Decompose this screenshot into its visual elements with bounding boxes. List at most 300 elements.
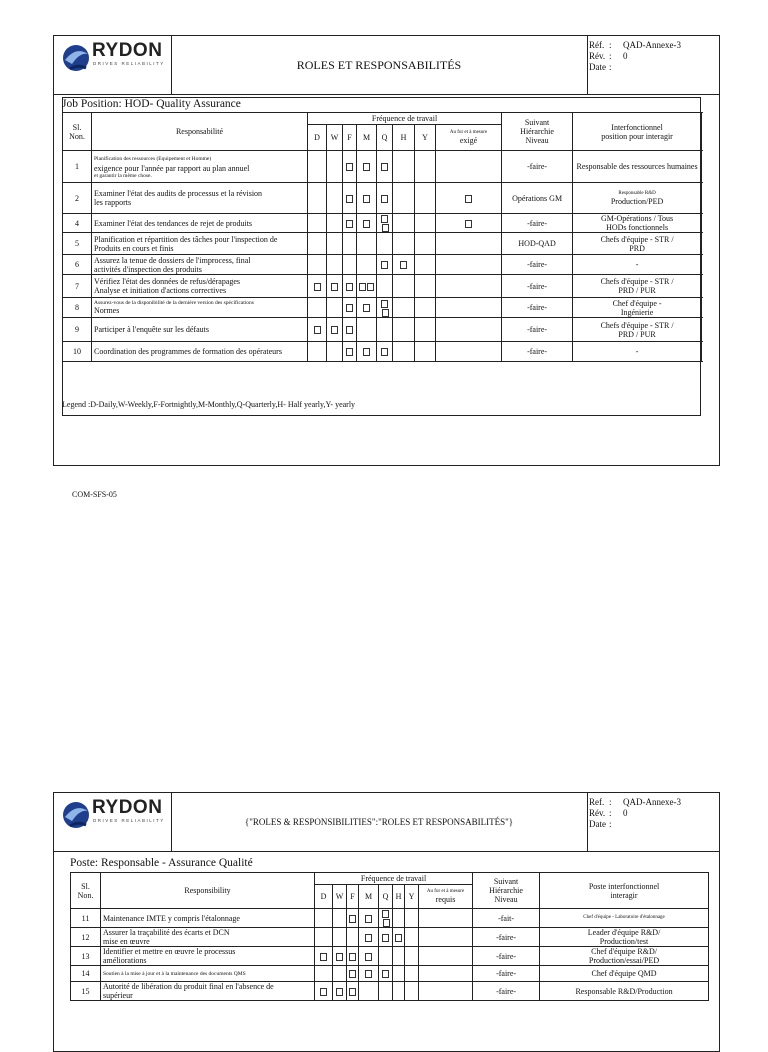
next-level: Opérations GM (502, 183, 573, 214)
checkbox-icon (314, 326, 321, 334)
interfunctional-line: Chef d'équipe QMD (591, 969, 657, 979)
interfunctional-position (540, 909, 709, 928)
frequency-cell (315, 909, 333, 928)
interfunctional-position (540, 966, 709, 982)
col-y: Y (405, 885, 419, 909)
frequency-cell (393, 966, 405, 982)
ref-label: Ref. (589, 797, 605, 807)
checkbox-icon (336, 988, 343, 996)
table-row (71, 947, 709, 966)
checkbox-icon (381, 348, 388, 356)
table-row (71, 982, 709, 1001)
interfunctional-line: Responsable R&D/Production (575, 986, 673, 996)
table-row (63, 342, 702, 362)
checkbox-icon (382, 970, 389, 978)
frequency-cell (405, 982, 419, 1001)
frequency-cell (393, 947, 405, 966)
logo-tagline: DRIVES RELIABILITY (93, 818, 165, 823)
rev-value: 0 (623, 808, 628, 818)
interfunctional-line: - (635, 260, 639, 270)
responsibility-line: Normes (94, 306, 120, 316)
header-interfunctional: Interfonctionnel position pour interagir (573, 113, 702, 151)
frequency-cell (436, 275, 502, 298)
row-number: 8 (63, 298, 92, 318)
col-as-needed: Au fur et à mesure exigé (436, 125, 502, 151)
frequency-cell (333, 982, 347, 1001)
next-level: -faire- (473, 982, 540, 1001)
checkbox-icon (363, 220, 370, 228)
responsibility-line: mise en œuvre (103, 937, 150, 947)
interfunctional-line: Production/essai/PED (588, 956, 660, 966)
logo-wordmark: RYDON (92, 797, 163, 818)
frequency-cell (415, 255, 436, 275)
frequency-cell (436, 214, 502, 233)
interfunctional-line: Chef d'équipe - (612, 298, 662, 308)
row-number: 1 (63, 151, 92, 183)
responsibility-line: activités d'inspection des produits (94, 264, 202, 274)
responsibility-line: Analyse et initiation d'actions correctives (94, 286, 227, 296)
col-f: F (347, 885, 359, 909)
frequency-cell (347, 928, 359, 947)
frequency-cell (327, 342, 343, 362)
rev-value: 0 (623, 51, 628, 61)
col-w: W (327, 125, 343, 151)
responsibility-line: supérieur (103, 991, 133, 1001)
col-h: H (393, 125, 415, 151)
responsibility-table (70, 872, 709, 1001)
header-frequency: Fréquence de travail (315, 873, 473, 885)
header-frequency: Fréquence de travail (308, 113, 502, 125)
frequency-cell (436, 233, 502, 255)
row-number: 11 (71, 909, 101, 928)
next-level: -fait- (473, 909, 540, 928)
responsibility-text (92, 275, 308, 298)
checkbox-icon (331, 326, 338, 334)
responsibility-line: Identifier et mettre en œuvre le processus (103, 947, 236, 957)
frequency-cell (379, 909, 393, 928)
document-page-2 (53, 792, 720, 1052)
frequency-cell (377, 298, 393, 318)
responsibility-line: Assurez la tenue de dossiers de l'improcess, final (94, 255, 251, 265)
header-next-level: Suivant Hiérarchie Niveau (502, 113, 573, 151)
interfunctional-position (573, 214, 702, 233)
table-row (63, 233, 702, 255)
header-sl: Sl. Non. (71, 873, 101, 909)
frequency-cell (308, 255, 327, 275)
frequency-cell (327, 255, 343, 275)
frequency-cell (377, 318, 393, 342)
next-level: -faire- (502, 214, 573, 233)
checkbox-icon (381, 195, 388, 203)
row-number: 5 (63, 233, 92, 255)
interfunctional-position (573, 298, 702, 318)
frequency-cell (393, 275, 415, 298)
interfunctional-line: Production/PED (610, 196, 664, 206)
header-responsibility: Responsabilité (92, 113, 308, 151)
frequency-cell (343, 255, 357, 275)
interfunctional-position (540, 982, 709, 1001)
table-row (63, 183, 702, 214)
frequency-cell (393, 342, 415, 362)
frequency-cell (343, 275, 357, 298)
frequency-cell (359, 947, 379, 966)
responsibility-line: Maintenance IMTE y compris l'étalonnage (103, 913, 240, 923)
interfunctional-position (540, 947, 709, 966)
company-logo (54, 36, 172, 94)
legend: Legend :D-Daily,W-Weekly,F-Fortnightly,M-Monthly,Q-Quarterly,H- Half yearly,Y- yearly (62, 400, 356, 409)
checkbox-icon (400, 261, 407, 269)
frequency-cell (343, 318, 357, 342)
page-header (54, 793, 719, 852)
ref-block: Ref. : QAD-Annexe-3 Rév. : 0 Date : (589, 797, 681, 829)
frequency-cell (377, 342, 393, 362)
frequency-cell (393, 318, 415, 342)
job-position: Poste: Responsable - Assurance Qualité (70, 857, 253, 869)
frequency-cell (333, 928, 347, 947)
next-level: -faire- (502, 255, 573, 275)
frequency-cell (308, 214, 327, 233)
interfunctional-line: Production/test (599, 937, 649, 947)
frequency-cell (308, 183, 327, 214)
frequency-cell (308, 342, 327, 362)
responsibility-line: Soutien à la mise à jour et à la maintenance des documents QMS (103, 970, 246, 977)
interfunctional-line: Chefs d'équipe - STR / (600, 277, 674, 287)
frequency-cell (315, 982, 333, 1001)
responsibility-text (101, 982, 315, 1001)
table-row (63, 255, 702, 275)
next-level: -faire- (473, 928, 540, 947)
table-row (71, 966, 709, 982)
frequency-cell (393, 183, 415, 214)
interfunctional-line: PRD / PUR (618, 329, 656, 339)
frequency-cell (327, 275, 343, 298)
checkbox-icon (320, 953, 327, 961)
col-as-needed: Au fur et à mesure requis (419, 885, 473, 909)
checkbox-icon (365, 934, 372, 942)
table-row (63, 298, 702, 318)
responsibility-line: Produits en cours et finis (94, 243, 174, 253)
frequency-cell (327, 298, 343, 318)
checkbox-icon (365, 915, 372, 923)
frequency-cell (377, 275, 393, 298)
frequency-cell (357, 151, 377, 183)
frequency-cell (415, 233, 436, 255)
checkbox-icon (359, 283, 366, 291)
checkbox-icon (365, 953, 372, 961)
interfunctional-line: - (635, 347, 639, 357)
table-row (63, 151, 702, 183)
header-interfunctional: Poste interfonctionnel interagir (540, 873, 709, 909)
frequency-cell (415, 275, 436, 298)
frequency-cell (393, 909, 405, 928)
responsibility-text (92, 151, 308, 183)
job-position: Job Position: HOD- Quality Assurance (62, 98, 241, 110)
frequency-cell (415, 342, 436, 362)
frequency-cell (333, 966, 347, 982)
checkbox-icon (346, 304, 353, 312)
frequency-cell (347, 947, 359, 966)
col-d: D (315, 885, 333, 909)
table-row (63, 214, 702, 233)
frequency-cell (436, 255, 502, 275)
responsibility-line: Examiner l'état des audits de processus et la révision (94, 189, 263, 198)
frequency-cell (377, 183, 393, 214)
frequency-cell (343, 298, 357, 318)
next-level: -faire- (502, 342, 573, 362)
interfunctional-position (573, 183, 702, 214)
frequency-cell (415, 183, 436, 214)
frequency-cell (379, 928, 393, 947)
frequency-cell (357, 342, 377, 362)
frequency-cell (347, 982, 359, 1001)
col-y: Y (415, 125, 436, 151)
frequency-cell (419, 928, 473, 947)
responsibility-text (92, 342, 308, 362)
interfunctional-line: PRD / PUR (618, 286, 656, 296)
frequency-cell (357, 255, 377, 275)
frequency-cell (405, 909, 419, 928)
responsibility-line: Autorité de libération du produit final en l'absence de (103, 982, 274, 992)
document-code: COM-SFS-05 (72, 490, 117, 499)
next-level: -faire- (473, 966, 540, 982)
ref-value: QAD-Annexe-3 (623, 40, 681, 50)
checkbox-icon (382, 910, 389, 918)
frequency-cell (343, 342, 357, 362)
document-page-1 (53, 35, 720, 466)
checkbox-icon (395, 934, 402, 942)
checkbox-icon (349, 988, 356, 996)
company-logo (54, 793, 172, 851)
frequency-cell (436, 318, 502, 342)
responsibility-text (101, 947, 315, 966)
row-number: 13 (71, 947, 101, 966)
checkbox-icon (346, 326, 353, 334)
checkbox-icon (465, 220, 472, 228)
frequency-cell (315, 966, 333, 982)
checkbox-icon (336, 953, 343, 961)
interfunctional-line: GM-Opérations / Tous (600, 214, 674, 224)
responsibility-line: les rapports (94, 198, 132, 207)
responsibility-text (101, 928, 315, 947)
next-level: -faire- (502, 298, 573, 318)
frequency-cell (308, 151, 327, 183)
col-w: W (333, 885, 347, 909)
frequency-cell (333, 909, 347, 928)
frequency-cell (393, 255, 415, 275)
checkbox-icon (346, 283, 353, 291)
checkbox-icon (346, 163, 353, 171)
frequency-cell (377, 255, 393, 275)
responsibility-line: exigence pour l'année par rapport au plan annuel (94, 163, 250, 173)
checkbox-icon (349, 970, 356, 978)
frequency-cell (377, 233, 393, 255)
next-level: -faire- (502, 275, 573, 298)
responsibility-text (101, 909, 315, 928)
frequency-cell (436, 183, 502, 214)
interfunctional-position (540, 928, 709, 947)
checkbox-icon (331, 283, 338, 291)
table-row (63, 275, 702, 298)
checkbox-icon (382, 224, 389, 232)
col-m: M (359, 885, 379, 909)
logo-wordmark: RYDON (92, 40, 163, 61)
frequency-cell (343, 214, 357, 233)
frequency-cell (308, 318, 327, 342)
checkbox-icon (383, 919, 390, 927)
frequency-cell (357, 318, 377, 342)
frequency-cell (343, 233, 357, 255)
frequency-cell (393, 298, 415, 318)
next-level: HOD-QAD (502, 233, 573, 255)
table-row (71, 928, 709, 947)
interfunctional-position (573, 318, 702, 342)
frequency-cell (315, 947, 333, 966)
frequency-cell (436, 151, 502, 183)
frequency-cell (405, 928, 419, 947)
checkbox-icon (314, 283, 321, 291)
frequency-cell (347, 966, 359, 982)
frequency-cell (393, 214, 415, 233)
row-number: 2 (63, 183, 92, 214)
checkbox-icon (381, 261, 388, 269)
checkbox-icon (363, 195, 370, 203)
frequency-cell (327, 214, 343, 233)
interfunctional-position (573, 255, 702, 275)
frequency-cell (308, 275, 327, 298)
frequency-cell (393, 928, 405, 947)
rev-label: Rév. (589, 808, 606, 818)
col-q: Q (379, 885, 393, 909)
responsibility-line: Planification des ressources (Equipement et Homme) (94, 155, 212, 162)
checkbox-icon (381, 300, 388, 308)
checkbox-icon (381, 163, 388, 171)
frequency-cell (327, 318, 343, 342)
row-number: 7 (63, 275, 92, 298)
frequency-cell (308, 298, 327, 318)
responsibility-text (92, 183, 308, 214)
frequency-cell (379, 982, 393, 1001)
responsibility-line: améliorations (103, 956, 147, 966)
date-label: Date (589, 62, 606, 72)
page-title: ROLES ET RESPONSABILITÉS (171, 36, 588, 94)
checkbox-icon (365, 970, 372, 978)
interfunctional-line: Ingénierie (620, 307, 654, 317)
checkbox-icon (382, 309, 389, 317)
frequency-cell (377, 151, 393, 183)
page-title: {"ROLES & RESPONSIBILITIES":"ROLES ET RESPONSABILITÉS"} (171, 793, 588, 851)
checkbox-icon (349, 915, 356, 923)
page-header (54, 36, 719, 95)
next-level: -faire- (502, 151, 573, 183)
frequency-cell (415, 298, 436, 318)
checkbox-icon (320, 988, 327, 996)
frequency-cell (308, 233, 327, 255)
interfunctional-line: Responsable des ressources humaines (576, 162, 698, 171)
interfunctional-position (573, 233, 702, 255)
responsibility-text (92, 298, 308, 318)
checkbox-icon (381, 215, 388, 223)
responsibility-text (101, 966, 315, 982)
checkbox-icon (367, 283, 374, 291)
frequency-cell (357, 298, 377, 318)
logo-tagline: DRIVES RELIABILITY (93, 61, 165, 66)
responsibility-line: Participer à l'enquête sur les défauts (94, 325, 209, 335)
frequency-cell (393, 151, 415, 183)
header-responsibility: Responsibility (101, 873, 315, 909)
interfunctional-line: Chef d'équipe R&D/ (591, 947, 657, 957)
ref-value: QAD-Annexe-3 (623, 797, 681, 807)
col-d: D (308, 125, 327, 151)
interfunctional-line: PRD (629, 243, 645, 253)
interfunctional-line: Chefs d'équipe - STR / (600, 234, 674, 244)
checkbox-icon (363, 348, 370, 356)
interfunctional-note: Responsable R&D (618, 190, 656, 196)
interfunctional-line: Chef d'équipe - Laboratoire d'étalonnage (583, 915, 665, 921)
frequency-cell (327, 233, 343, 255)
checkbox-icon (346, 220, 353, 228)
interfunctional-line: HODs fonctionnels (606, 223, 669, 233)
interfunctional-position (573, 275, 702, 298)
next-level: -faire- (473, 947, 540, 966)
frequency-cell (405, 947, 419, 966)
row-number: 10 (63, 342, 92, 362)
interfunctional-line: Chefs d'équipe - STR / (600, 320, 674, 330)
frequency-cell (436, 342, 502, 362)
responsibility-line: Coordination des programmes de formation des opérateurs (94, 347, 282, 357)
row-number: 12 (71, 928, 101, 947)
date-label: Date (589, 819, 606, 829)
interfunctional-position (573, 342, 702, 362)
responsibility-text (92, 214, 308, 233)
frequency-cell (333, 947, 347, 966)
frequency-cell (347, 909, 359, 928)
ref-label: Réf. (589, 40, 605, 50)
frequency-cell (436, 298, 502, 318)
frequency-cell (343, 151, 357, 183)
frequency-cell (415, 214, 436, 233)
next-level: -faire- (502, 318, 573, 342)
frequency-cell (379, 947, 393, 966)
checkbox-icon (349, 953, 356, 961)
header-sl: Sl. Non. (63, 113, 92, 151)
checkbox-icon (363, 304, 370, 312)
interfunctional-line: Leader d'équipe R&D/ (587, 928, 661, 938)
interfunctional-position (573, 151, 702, 183)
frequency-cell (359, 909, 379, 928)
responsibility-text (92, 255, 308, 275)
frequency-cell (419, 909, 473, 928)
responsibility-table (62, 112, 702, 362)
row-number: 6 (63, 255, 92, 275)
table-row (71, 909, 709, 928)
checkbox-icon (363, 163, 370, 171)
frequency-cell (359, 982, 379, 1001)
table-row (63, 318, 702, 342)
frequency-cell (359, 966, 379, 982)
checkbox-icon (346, 195, 353, 203)
responsibility-text (92, 318, 308, 342)
frequency-cell (357, 275, 377, 298)
responsibility-line: Vérifiez l'état des données de refus/dérapages (94, 277, 241, 287)
row-number: 14 (71, 966, 101, 982)
responsibility-text (92, 233, 308, 255)
frequency-cell (327, 183, 343, 214)
checkbox-icon (465, 195, 472, 203)
col-q: Q (377, 125, 393, 151)
responsibility-line: Assurez-vous de la disponibilité de la dernière version des spécifications (94, 300, 254, 307)
frequency-cell (357, 183, 377, 214)
frequency-cell (379, 966, 393, 982)
